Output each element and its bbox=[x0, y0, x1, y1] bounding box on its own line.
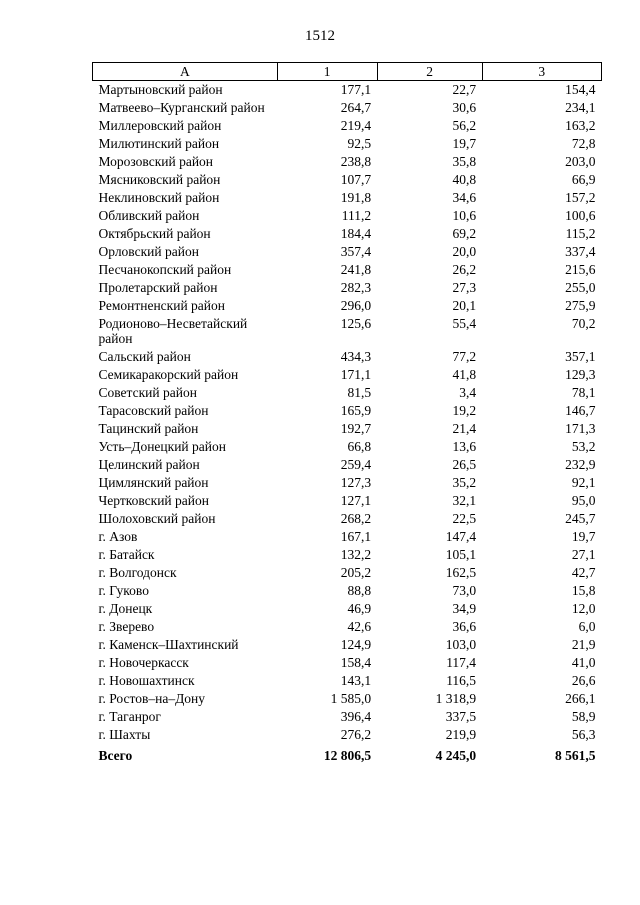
table-row bbox=[93, 492, 602, 510]
value-cell-col1: 268,2 bbox=[340, 511, 372, 526]
value-cell-col3: 72,8 bbox=[571, 136, 596, 151]
value-cell-col3: 26,6 bbox=[571, 673, 596, 688]
table-row bbox=[93, 315, 602, 348]
value-cell-col3: 154,4 bbox=[565, 82, 596, 97]
table-row bbox=[93, 225, 602, 243]
table-row bbox=[93, 366, 602, 384]
table-header-row bbox=[93, 63, 602, 81]
table-body bbox=[93, 81, 602, 766]
header-cell-col3: 3 bbox=[482, 63, 601, 81]
value-cell-col1: 92,5 bbox=[347, 136, 372, 151]
total-row bbox=[93, 744, 602, 765]
table-row bbox=[93, 474, 602, 492]
table-row bbox=[93, 81, 602, 100]
table-row bbox=[93, 348, 602, 366]
value-cell-col3: 146,7 bbox=[565, 403, 596, 418]
region-cell: Мясниковский район bbox=[98, 172, 221, 187]
table-row bbox=[93, 510, 602, 528]
value-cell-col1: 357,4 bbox=[340, 244, 372, 259]
value-cell-col3: 115,2 bbox=[565, 226, 596, 241]
value-cell-col2: 117,4 bbox=[446, 655, 477, 670]
table-row bbox=[93, 135, 602, 153]
region-cell: Песчанокопский район bbox=[98, 262, 232, 277]
value-cell-col3: 203,0 bbox=[565, 154, 596, 169]
region-cell: Миллеровский район bbox=[98, 118, 222, 133]
value-cell-col3: 12,0 bbox=[571, 601, 596, 616]
table-row bbox=[93, 726, 602, 744]
value-cell-col1: 127,1 bbox=[340, 493, 372, 508]
value-cell-col3: 66,9 bbox=[571, 172, 596, 187]
table-row bbox=[93, 438, 602, 456]
value-cell-col3: 129,3 bbox=[565, 367, 596, 382]
region-cell: Шолоховский район bbox=[98, 511, 216, 526]
region-cell: Орловский район bbox=[98, 244, 199, 259]
value-cell-col1: 165,9 bbox=[340, 403, 372, 418]
value-cell-col2: 32,1 bbox=[452, 493, 477, 508]
total-col2: 4 245,0 bbox=[435, 748, 477, 763]
table-row bbox=[93, 243, 602, 261]
region-cell: Тацинский район bbox=[98, 421, 199, 436]
value-cell-col2: 55,4 bbox=[452, 316, 477, 331]
value-cell-col1: 184,4 bbox=[340, 226, 372, 241]
value-cell-col1: 132,2 bbox=[340, 547, 372, 562]
total-label: Всего bbox=[98, 748, 133, 763]
table-row bbox=[93, 384, 602, 402]
value-cell-col3: 27,1 bbox=[571, 547, 596, 562]
table-row bbox=[93, 636, 602, 654]
table-row bbox=[93, 456, 602, 474]
value-cell-col2: 41,8 bbox=[452, 367, 477, 382]
region-cell: Мартыновский район bbox=[98, 82, 223, 97]
region-cell: г. Новочеркасск bbox=[98, 655, 189, 670]
value-cell-col1: 276,2 bbox=[340, 727, 372, 742]
table-row bbox=[93, 420, 602, 438]
value-cell-col2: 36,6 bbox=[452, 619, 477, 634]
region-cell: г. Новошахтинск bbox=[98, 673, 195, 688]
table-row bbox=[93, 117, 602, 135]
value-cell-col3: 95,0 bbox=[571, 493, 596, 508]
region-cell: Октябрьский район bbox=[98, 226, 211, 241]
table-row bbox=[93, 189, 602, 207]
value-cell-col1: 241,8 bbox=[340, 262, 372, 277]
table-row bbox=[93, 690, 602, 708]
region-cell: Цимлянский район bbox=[98, 475, 209, 490]
value-cell-col2: 73,0 bbox=[452, 583, 477, 598]
region-cell: Родионово–Несветайский район bbox=[98, 316, 248, 346]
table-row bbox=[93, 261, 602, 279]
value-cell-col2: 116,5 bbox=[446, 673, 477, 688]
value-cell-col2: 103,0 bbox=[445, 637, 477, 652]
value-cell-col1: 434,3 bbox=[340, 349, 372, 364]
value-cell-col1: 259,4 bbox=[340, 457, 372, 472]
region-cell: г. Азов bbox=[98, 529, 138, 544]
value-cell-col3: 92,1 bbox=[571, 475, 596, 490]
table-row bbox=[93, 99, 602, 117]
table-row bbox=[93, 279, 602, 297]
region-cell: Тарасовский район bbox=[98, 403, 209, 418]
value-cell-col1: 42,6 bbox=[347, 619, 372, 634]
value-cell-col3: 21,9 bbox=[571, 637, 596, 652]
value-cell-col1: 66,8 bbox=[347, 439, 372, 454]
region-cell: Пролетарский район bbox=[98, 280, 218, 295]
region-cell: Милютинский район bbox=[98, 136, 220, 151]
value-cell-col3: 215,6 bbox=[565, 262, 596, 277]
value-cell-col2: 19,2 bbox=[452, 403, 477, 418]
value-cell-col2: 10,6 bbox=[452, 208, 477, 223]
value-cell-col1: 191,8 bbox=[340, 190, 372, 205]
region-cell: г. Зверево bbox=[98, 619, 155, 634]
value-cell-col3: 53,2 bbox=[571, 439, 596, 454]
region-cell: Матвеево–Курганский район bbox=[98, 100, 265, 115]
value-cell-col3: 171,3 bbox=[565, 421, 596, 436]
table-row bbox=[93, 528, 602, 546]
value-cell-col1: 127,3 bbox=[340, 475, 372, 490]
value-cell-col3: 58,9 bbox=[571, 709, 596, 724]
value-cell-col2: 21,4 bbox=[452, 421, 477, 436]
value-cell-col2: 26,2 bbox=[452, 262, 477, 277]
value-cell-col3: 78,1 bbox=[571, 385, 596, 400]
value-cell-col1: 264,7 bbox=[340, 100, 372, 115]
value-cell-col2: 27,3 bbox=[452, 280, 477, 295]
value-cell-col1: 1 585,0 bbox=[330, 691, 372, 706]
value-cell-col3: 357,1 bbox=[565, 349, 596, 364]
value-cell-col1: 238,8 bbox=[340, 154, 372, 169]
header-cell-region: А bbox=[93, 63, 278, 81]
table-row bbox=[93, 171, 602, 189]
value-cell-col1: 46,9 bbox=[347, 601, 372, 616]
table-row bbox=[93, 297, 602, 315]
value-cell-col3: 70,2 bbox=[571, 316, 596, 331]
region-cell: Семикаракорский район bbox=[98, 367, 239, 382]
value-cell-col2: 1 318,9 bbox=[435, 691, 477, 706]
value-cell-col3: 157,2 bbox=[565, 190, 596, 205]
value-cell-col3: 232,9 bbox=[565, 457, 596, 472]
data-table bbox=[92, 62, 602, 765]
value-cell-col3: 234,1 bbox=[565, 100, 596, 115]
value-cell-col2: 34,9 bbox=[452, 601, 477, 616]
table-row bbox=[93, 153, 602, 171]
value-cell-col2: 35,8 bbox=[452, 154, 477, 169]
value-cell-col1: 167,1 bbox=[340, 529, 372, 544]
table-row bbox=[93, 582, 602, 600]
region-cell: г. Шахты bbox=[98, 727, 151, 742]
value-cell-col3: 245,7 bbox=[565, 511, 596, 526]
page-number: 1512 bbox=[305, 28, 335, 44]
value-cell-col2: 13,6 bbox=[452, 439, 477, 454]
value-cell-col1: 88,8 bbox=[347, 583, 372, 598]
value-cell-col3: 275,9 bbox=[565, 298, 596, 313]
table-row bbox=[93, 207, 602, 225]
value-cell-col1: 282,3 bbox=[340, 280, 372, 295]
value-cell-col1: 296,0 bbox=[340, 298, 372, 313]
value-cell-col2: 30,6 bbox=[452, 100, 477, 115]
value-cell-col2: 19,7 bbox=[452, 136, 477, 151]
value-cell-col3: 255,0 bbox=[565, 280, 596, 295]
value-cell-col2: 69,2 bbox=[452, 226, 477, 241]
value-cell-col1: 125,6 bbox=[340, 316, 372, 331]
value-cell-col2: 337,5 bbox=[445, 709, 477, 724]
value-cell-col2: 219,9 bbox=[445, 727, 477, 742]
region-cell: Обливский район bbox=[98, 208, 200, 223]
table-row bbox=[93, 654, 602, 672]
value-cell-col1: 111,2 bbox=[341, 208, 372, 223]
table-row bbox=[93, 708, 602, 726]
value-cell-col1: 192,7 bbox=[340, 421, 372, 436]
value-cell-col2: 77,2 bbox=[452, 349, 477, 364]
value-cell-col1: 396,4 bbox=[340, 709, 372, 724]
region-cell: г. Ростов–на–Дону bbox=[98, 691, 206, 706]
table-row bbox=[93, 672, 602, 690]
value-cell-col3: 266,1 bbox=[565, 691, 596, 706]
region-cell: Чертковский район bbox=[98, 493, 209, 508]
region-cell: Ремонтненский район bbox=[98, 298, 225, 313]
value-cell-col2: 22,7 bbox=[452, 82, 477, 97]
value-cell-col1: 107,7 bbox=[340, 172, 372, 187]
value-cell-col1: 171,1 bbox=[340, 367, 372, 382]
value-cell-col1: 124,9 bbox=[340, 637, 372, 652]
region-cell: г. Каменск–Шахтинский bbox=[98, 637, 239, 652]
value-cell-col2: 26,5 bbox=[452, 457, 477, 472]
region-cell: г. Донецк bbox=[98, 601, 153, 616]
value-cell-col2: 20,0 bbox=[452, 244, 477, 259]
total-col3: 8 561,5 bbox=[555, 748, 596, 763]
value-cell-col1: 219,4 bbox=[340, 118, 372, 133]
value-cell-col1: 143,1 bbox=[340, 673, 372, 688]
value-cell-col2: 22,5 bbox=[452, 511, 477, 526]
value-cell-col3: 15,8 bbox=[571, 583, 596, 598]
table-row bbox=[93, 402, 602, 420]
value-cell-col3: 41,0 bbox=[571, 655, 596, 670]
region-cell: г. Волгодонск bbox=[98, 565, 177, 580]
value-cell-col3: 163,2 bbox=[565, 118, 596, 133]
header-cell-col1: 1 bbox=[277, 63, 377, 81]
value-cell-col2: 35,2 bbox=[452, 475, 477, 490]
value-cell-col2: 20,1 bbox=[452, 298, 477, 313]
table-row bbox=[93, 600, 602, 618]
value-cell-col3: 337,4 bbox=[565, 244, 596, 259]
value-cell-col3: 100,6 bbox=[565, 208, 596, 223]
value-cell-col2: 40,8 bbox=[452, 172, 477, 187]
header-cell-col2: 2 bbox=[377, 63, 482, 81]
value-cell-col2: 56,2 bbox=[452, 118, 477, 133]
value-cell-col2: 3,4 bbox=[459, 385, 477, 400]
region-cell: г. Гуково bbox=[98, 583, 149, 598]
value-cell-col1: 177,1 bbox=[340, 82, 372, 97]
value-cell-col2: 162,5 bbox=[445, 565, 477, 580]
region-cell: Советский район bbox=[98, 385, 197, 400]
value-cell-col3: 56,3 bbox=[571, 727, 596, 742]
value-cell-col1: 205,2 bbox=[340, 565, 372, 580]
region-cell: Сальский район bbox=[98, 349, 191, 364]
region-cell: Морозовский район bbox=[98, 154, 214, 169]
table-row bbox=[93, 546, 602, 564]
region-cell: Усть–Донецкий район bbox=[98, 439, 226, 454]
region-cell: г. Таганрог bbox=[98, 709, 161, 724]
value-cell-col2: 34,6 bbox=[452, 190, 477, 205]
value-cell-col1: 158,4 bbox=[340, 655, 372, 670]
region-cell: Целинский район bbox=[98, 457, 200, 472]
value-cell-col2: 147,4 bbox=[445, 529, 477, 544]
table-row bbox=[93, 564, 602, 582]
value-cell-col1: 81,5 bbox=[347, 385, 372, 400]
table-row bbox=[93, 618, 602, 636]
value-cell-col3: 19,7 bbox=[571, 529, 596, 544]
value-cell-col3: 6,0 bbox=[578, 619, 596, 634]
value-cell-col3: 42,7 bbox=[571, 565, 596, 580]
value-cell-col2: 105,1 bbox=[445, 547, 477, 562]
region-cell: г. Батайск bbox=[98, 547, 155, 562]
region-cell: Неклиновский район bbox=[98, 190, 220, 205]
total-col1: 12 806,5 bbox=[323, 748, 372, 763]
